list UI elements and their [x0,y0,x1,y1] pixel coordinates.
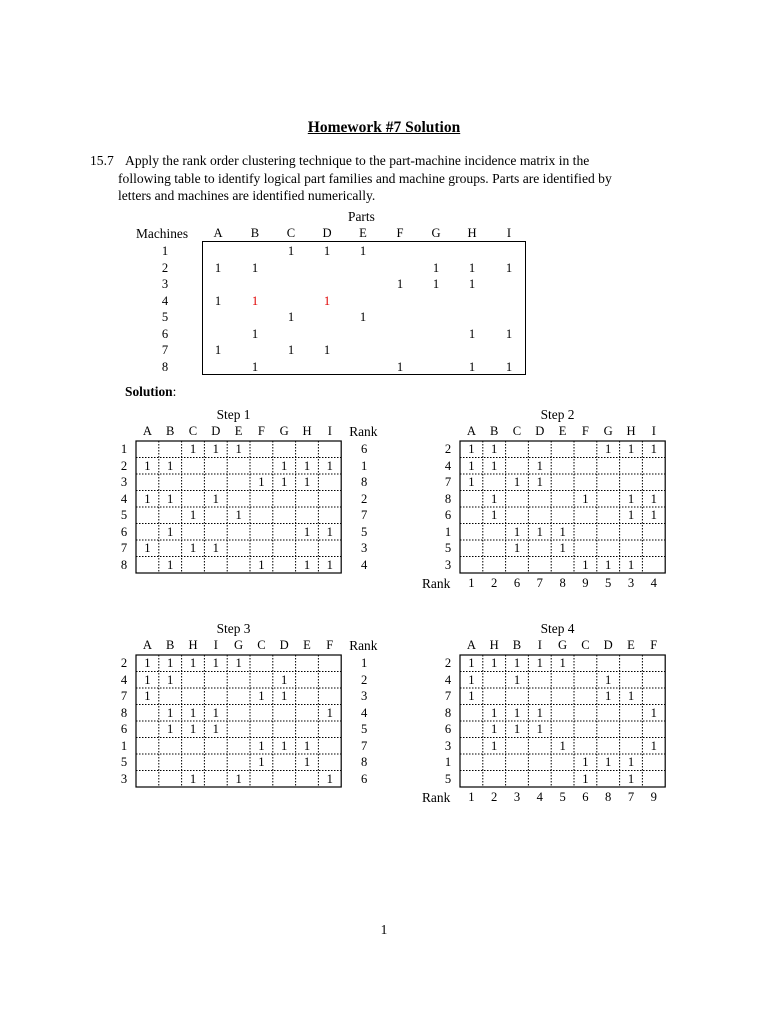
step-matrix-cell: 1 [144,656,151,670]
matrix-cell: 1 [468,277,476,291]
machine-row-label: 6 [161,327,169,341]
step-matrix-cell: 1 [605,557,612,572]
step-column-header: F [581,424,589,438]
step-matrix-cell: 1 [144,689,151,703]
column-rank-value: 7 [627,790,635,804]
step-matrix-cell: 1 [167,672,174,687]
step-matrix-cell: 1 [513,656,521,670]
step-matrix-cell: 1 [559,656,566,670]
row-rank-value: 3 [361,689,368,703]
step-matrix-cell: 1 [167,557,174,572]
step-column-header: A [466,424,476,438]
matrix-cell: 1 [251,294,259,308]
step-column-header: G [603,424,613,438]
step-matrix-cell: 1 [235,771,242,786]
step-matrix-cell: 1 [559,738,566,753]
matrix-cell: 1 [251,360,259,374]
matrix-cell: 1 [214,294,222,308]
step-row-label: 6 [444,508,452,522]
step-matrix-cell: 1 [303,458,311,473]
step-matrix-cell: 1 [258,475,265,489]
step-matrix-cell: 1 [582,491,589,506]
machine-row-label: 5 [161,310,169,324]
step-column-header: C [581,638,590,652]
step-row-label: 2 [444,442,452,456]
step-matrix-cell: 1 [189,771,197,786]
column-rank-value: 2 [491,576,498,590]
step-matrix-cell: 1 [605,442,612,456]
step-column-header: A [142,638,152,652]
step-column-header: E [234,424,243,438]
step-matrix-cell: 1 [303,557,311,572]
step-row-label: 7 [444,689,452,703]
step-matrix-cell: 1 [303,738,311,753]
matrix-cell: 1 [287,310,295,324]
step-matrix-cell: 1 [582,557,589,572]
step-column-header: B [165,638,175,652]
step-matrix-cell: 1 [281,475,288,489]
matrix-cell: 1 [432,277,440,291]
step-row-label: 5 [444,541,452,555]
step-matrix-cell: 1 [627,491,635,506]
step-matrix-cell: 1 [491,458,498,473]
step-matrix-cell: 1 [258,689,265,703]
step-matrix-cell: 1 [144,458,151,473]
step-matrix-cell: 1 [650,508,657,522]
matrix-cell: 1 [396,360,404,374]
step-row-label: 3 [120,475,128,489]
part-column-header: A [213,226,223,240]
row-rank-value: 1 [361,458,368,473]
part-column-header: F [396,226,404,240]
row-rank-value: 3 [361,541,368,555]
step-row-label: 4 [444,672,452,687]
row-rank-value: 6 [361,442,368,456]
step-matrix-cell: 1 [605,672,612,687]
step-matrix-cell: 1 [235,656,242,670]
step-column-header: H [626,424,636,438]
row-rank-value: 1 [361,656,368,670]
part-column-header: C [286,226,296,240]
step-column-header: F [326,638,334,652]
problem-line-2: following table to identify logical part families and machine groups. Parts are identified by [118,170,612,186]
step-matrix-cell: 1 [605,689,612,703]
part-column-header: H [467,226,477,240]
step-matrix-cell: 1 [303,755,311,769]
matrix-cell: 1 [505,360,513,374]
column-rank-value: 4 [536,790,543,804]
step-column-header: H [302,424,312,438]
step-row-label: 3 [444,738,452,753]
step-row-label: 8 [120,557,128,572]
step-column-header: D [211,424,221,438]
step-column-header: C [257,638,266,652]
matrix-cell: 1 [323,294,331,308]
matrix-cell: 1 [359,310,367,324]
matrix-cell: 1 [287,244,295,258]
machines-label: Machines [136,226,189,241]
step-row-label: 8 [120,705,128,720]
step-matrix-cell: 1 [212,656,219,670]
row-rank-value: 4 [361,557,368,572]
rank-header: Rank [349,638,378,653]
column-rank-value: 5 [605,576,612,590]
column-rank-value: 7 [536,576,543,590]
step-matrix-cell: 1 [536,458,543,473]
step-matrix-cell: 1 [167,524,174,539]
matrix-cell: 1 [214,343,222,357]
part-column-header: G [431,226,441,240]
step-matrix-cell: 1 [491,738,498,753]
step-matrix-cell: 1 [189,705,197,720]
row-rank-value: 5 [361,722,368,736]
step-row-label: 4 [120,491,128,506]
machine-row-label: 1 [161,244,169,258]
row-rank-value: 5 [361,524,368,539]
step-column-header: H [188,638,198,652]
matrix-cell: 1 [468,261,476,275]
step-row-label: 3 [444,557,452,572]
machine-row-label: 2 [161,261,169,275]
step-matrix-cell: 1 [582,755,589,769]
part-column-header: I [506,226,512,240]
column-rank-value: 6 [582,790,589,804]
step-matrix-cell: 1 [281,458,288,473]
matrix-cell: 1 [251,261,259,275]
step-matrix-cell: 1 [650,738,657,753]
step-matrix-cell: 1 [468,672,475,687]
matrix-cell: 1 [359,244,367,258]
step-matrix-cell: 1 [468,458,475,473]
step-title: Step 3 [216,621,251,636]
step-matrix-cell: 1 [144,541,151,555]
step-column-header: G [234,638,244,652]
step-matrix-cell: 1 [468,442,475,456]
matrix-cell: 1 [468,360,476,374]
step-matrix-cell: 1 [167,722,174,736]
step-matrix-cell: 1 [326,705,333,720]
solution-label-colon: : [172,384,177,399]
step-matrix-cell: 1 [167,656,174,670]
matrix-cell: 1 [468,327,476,341]
column-rank-value: 6 [513,576,521,590]
step-matrix-cell: 1 [468,656,475,670]
column-rank-value: 3 [627,576,635,590]
step-title: Step 2 [540,407,575,422]
row-rank-value: 7 [361,508,368,522]
row-rank-value: 8 [361,475,368,489]
step-matrix-cell: 1 [189,656,197,670]
part-column-header: D [322,226,332,240]
step-column-header: C [188,424,198,438]
matrix-cell: 1 [214,261,222,275]
step-matrix-cell: 1 [627,442,635,456]
step-matrix-cell: 1 [627,689,635,703]
step-column-header: F [257,424,265,438]
step-matrix-cell: 1 [212,491,219,506]
column-rank-value: 1 [468,790,475,804]
step-matrix-cell: 1 [513,524,521,539]
step-column-header: D [279,638,289,652]
problem-number: 15.7 [90,153,114,168]
step-matrix-cell: 1 [536,475,543,489]
step-row-label: 8 [444,705,452,720]
step-matrix-cell: 1 [627,771,635,786]
step-matrix-cell: 1 [326,557,333,572]
column-rank-value: 4 [650,576,657,590]
step-matrix-cell: 1 [627,557,635,572]
step-matrix-cell: 1 [491,442,498,456]
step-matrix-cell: 1 [582,771,589,786]
step-matrix-cell: 1 [189,508,197,522]
machine-row-label: 4 [161,294,169,308]
machine-row-label: 8 [161,360,169,374]
matrix-cell: 1 [251,327,259,341]
step-column-header: E [303,638,311,652]
parts-label: Parts [348,209,375,224]
step-column-header: F [650,638,658,652]
step-column-header: A [142,424,152,438]
step-row-label: 6 [120,722,128,736]
step-matrix-cell: 1 [258,557,265,572]
step-row-label: 5 [444,771,452,786]
step-matrix-cell: 1 [627,508,635,522]
row-rank-value: 4 [361,705,368,720]
step-column-header: I [651,424,656,438]
step-matrix-cell: 1 [326,524,333,539]
step-matrix-cell: 1 [513,705,521,720]
part-column-header: E [359,226,367,240]
step-matrix-cell: 1 [212,442,219,456]
step-row-label: 5 [120,755,128,769]
step-row-label: 1 [444,755,452,769]
row-rank-value: 7 [361,738,368,753]
step-column-header: B [512,638,522,652]
step-matrix-cell: 1 [144,491,151,506]
step-column-header: C [512,424,522,438]
step-matrix-cell: 1 [491,508,498,522]
step-matrix-cell: 1 [235,442,242,456]
step-matrix-cell: 1 [281,672,288,687]
step-row-label: 4 [444,458,452,473]
step-matrix-cell: 1 [281,738,288,753]
machine-row-label: 3 [161,277,169,291]
step-row-label: 2 [120,458,128,473]
step-matrix-cell: 1 [536,722,543,736]
step-matrix-cell: 1 [281,689,288,703]
step-matrix-cell: 1 [235,508,242,522]
problem-line-3: letters and machines are identified numerically. [118,188,376,204]
column-rank-value: 5 [559,790,566,804]
step-matrix-cell: 1 [513,541,521,555]
step-matrix-cell: 1 [258,738,265,753]
step-matrix-cell: 1 [513,672,521,687]
step-matrix-cell: 1 [536,705,543,720]
step-title: Step 4 [540,621,575,636]
step-matrix-cell: 1 [189,541,197,555]
step-matrix-cell: 1 [559,541,566,555]
matrix-cell: 1 [287,343,295,357]
step-matrix-cell: 1 [144,672,151,687]
step-matrix-cell: 1 [650,491,657,506]
step-column-header: D [535,424,545,438]
step-column-header: D [603,638,613,652]
row-rank-value: 2 [361,491,368,506]
row-rank-value: 6 [361,771,368,786]
step-row-label: 1 [120,738,128,753]
machine-row-label: 7 [161,343,169,357]
step-matrix-cell: 1 [627,755,635,769]
row-rank-value: 2 [361,672,368,687]
step-matrix-cell: 1 [491,491,498,506]
step-matrix-cell: 1 [303,475,311,489]
step-column-header: H [489,638,499,652]
step-matrix-cell: 1 [326,458,333,473]
step-matrix-cell: 1 [536,656,543,670]
column-rank-value: 8 [559,576,566,590]
step-row-label: 2 [444,656,452,670]
rank-header: Rank [349,424,378,439]
page-number: 1 [380,922,388,937]
step-matrix-cell: 1 [326,771,333,786]
step-column-header: A [466,638,476,652]
solution-label-text: Solution [125,384,173,399]
step-title: Step 1 [216,407,251,422]
step-column-header: I [537,638,542,652]
column-rank-value: 1 [468,576,475,590]
matrix-cell: 1 [396,277,404,291]
step-row-label: 5 [120,508,128,522]
step-matrix-cell: 1 [258,755,265,769]
step-matrix-cell: 1 [536,524,543,539]
rank-label: Rank [422,576,451,591]
column-rank-value: 8 [605,790,612,804]
matrix-cell: 1 [432,261,440,275]
step-column-header: B [489,424,499,438]
column-rank-value: 2 [491,790,498,804]
step-row-label: 1 [120,442,128,456]
step-column-header: E [627,638,635,652]
step-row-label: 8 [444,491,452,506]
rank-label: Rank [422,790,451,805]
step-matrix-cell: 1 [212,541,219,555]
step-matrix-cell: 1 [491,722,498,736]
step-matrix-cell: 1 [189,442,197,456]
step-row-label: 6 [444,722,452,736]
step-row-label: 2 [120,656,128,670]
column-rank-value: 3 [513,790,521,804]
page-title: Homework #7 Solution [307,119,461,136]
step-row-label: 7 [120,541,128,555]
step-matrix-cell: 1 [212,722,219,736]
step-row-label: 7 [120,689,128,703]
matrix-cell: 1 [505,261,513,275]
step-matrix-cell: 1 [167,491,174,506]
step-matrix-cell: 1 [167,458,174,473]
step-matrix-cell: 1 [468,689,475,703]
step-matrix-cell: 1 [303,524,311,539]
step-column-header: I [327,424,332,438]
step-column-header: I [213,638,218,652]
step-matrix-cell: 1 [212,705,219,720]
part-column-header: B [250,226,260,240]
step-column-header: B [165,424,175,438]
step-matrix-cell: 1 [513,475,521,489]
column-rank-value: 9 [582,576,589,590]
step-row-label: 6 [120,524,128,539]
step-matrix-cell: 1 [650,442,657,456]
step-matrix-cell: 1 [189,722,197,736]
step-row-label: 1 [444,524,452,539]
step-matrix-cell: 1 [491,705,498,720]
matrix-cell: 1 [323,244,331,258]
problem-line-1: Apply the rank order clustering technique to the part-machine incidence matrix in the [125,153,590,168]
step-matrix-cell: 1 [513,722,521,736]
step-matrix-cell: 1 [491,656,498,670]
step-matrix-cell: 1 [559,524,566,539]
step-row-label: 7 [444,475,452,489]
step-column-header: G [279,424,289,438]
step-matrix-cell: 1 [167,705,174,720]
column-rank-value: 9 [650,790,657,804]
matrix-cell: 1 [505,327,513,341]
step-matrix-cell: 1 [605,755,612,769]
step-matrix-cell: 1 [650,705,657,720]
row-rank-value: 8 [361,755,368,769]
step-matrix-cell: 1 [468,475,475,489]
step-column-header: E [558,424,567,438]
step-row-label: 3 [120,771,128,786]
step-column-header: G [558,638,568,652]
step-row-label: 4 [120,672,128,687]
matrix-cell: 1 [323,343,331,357]
